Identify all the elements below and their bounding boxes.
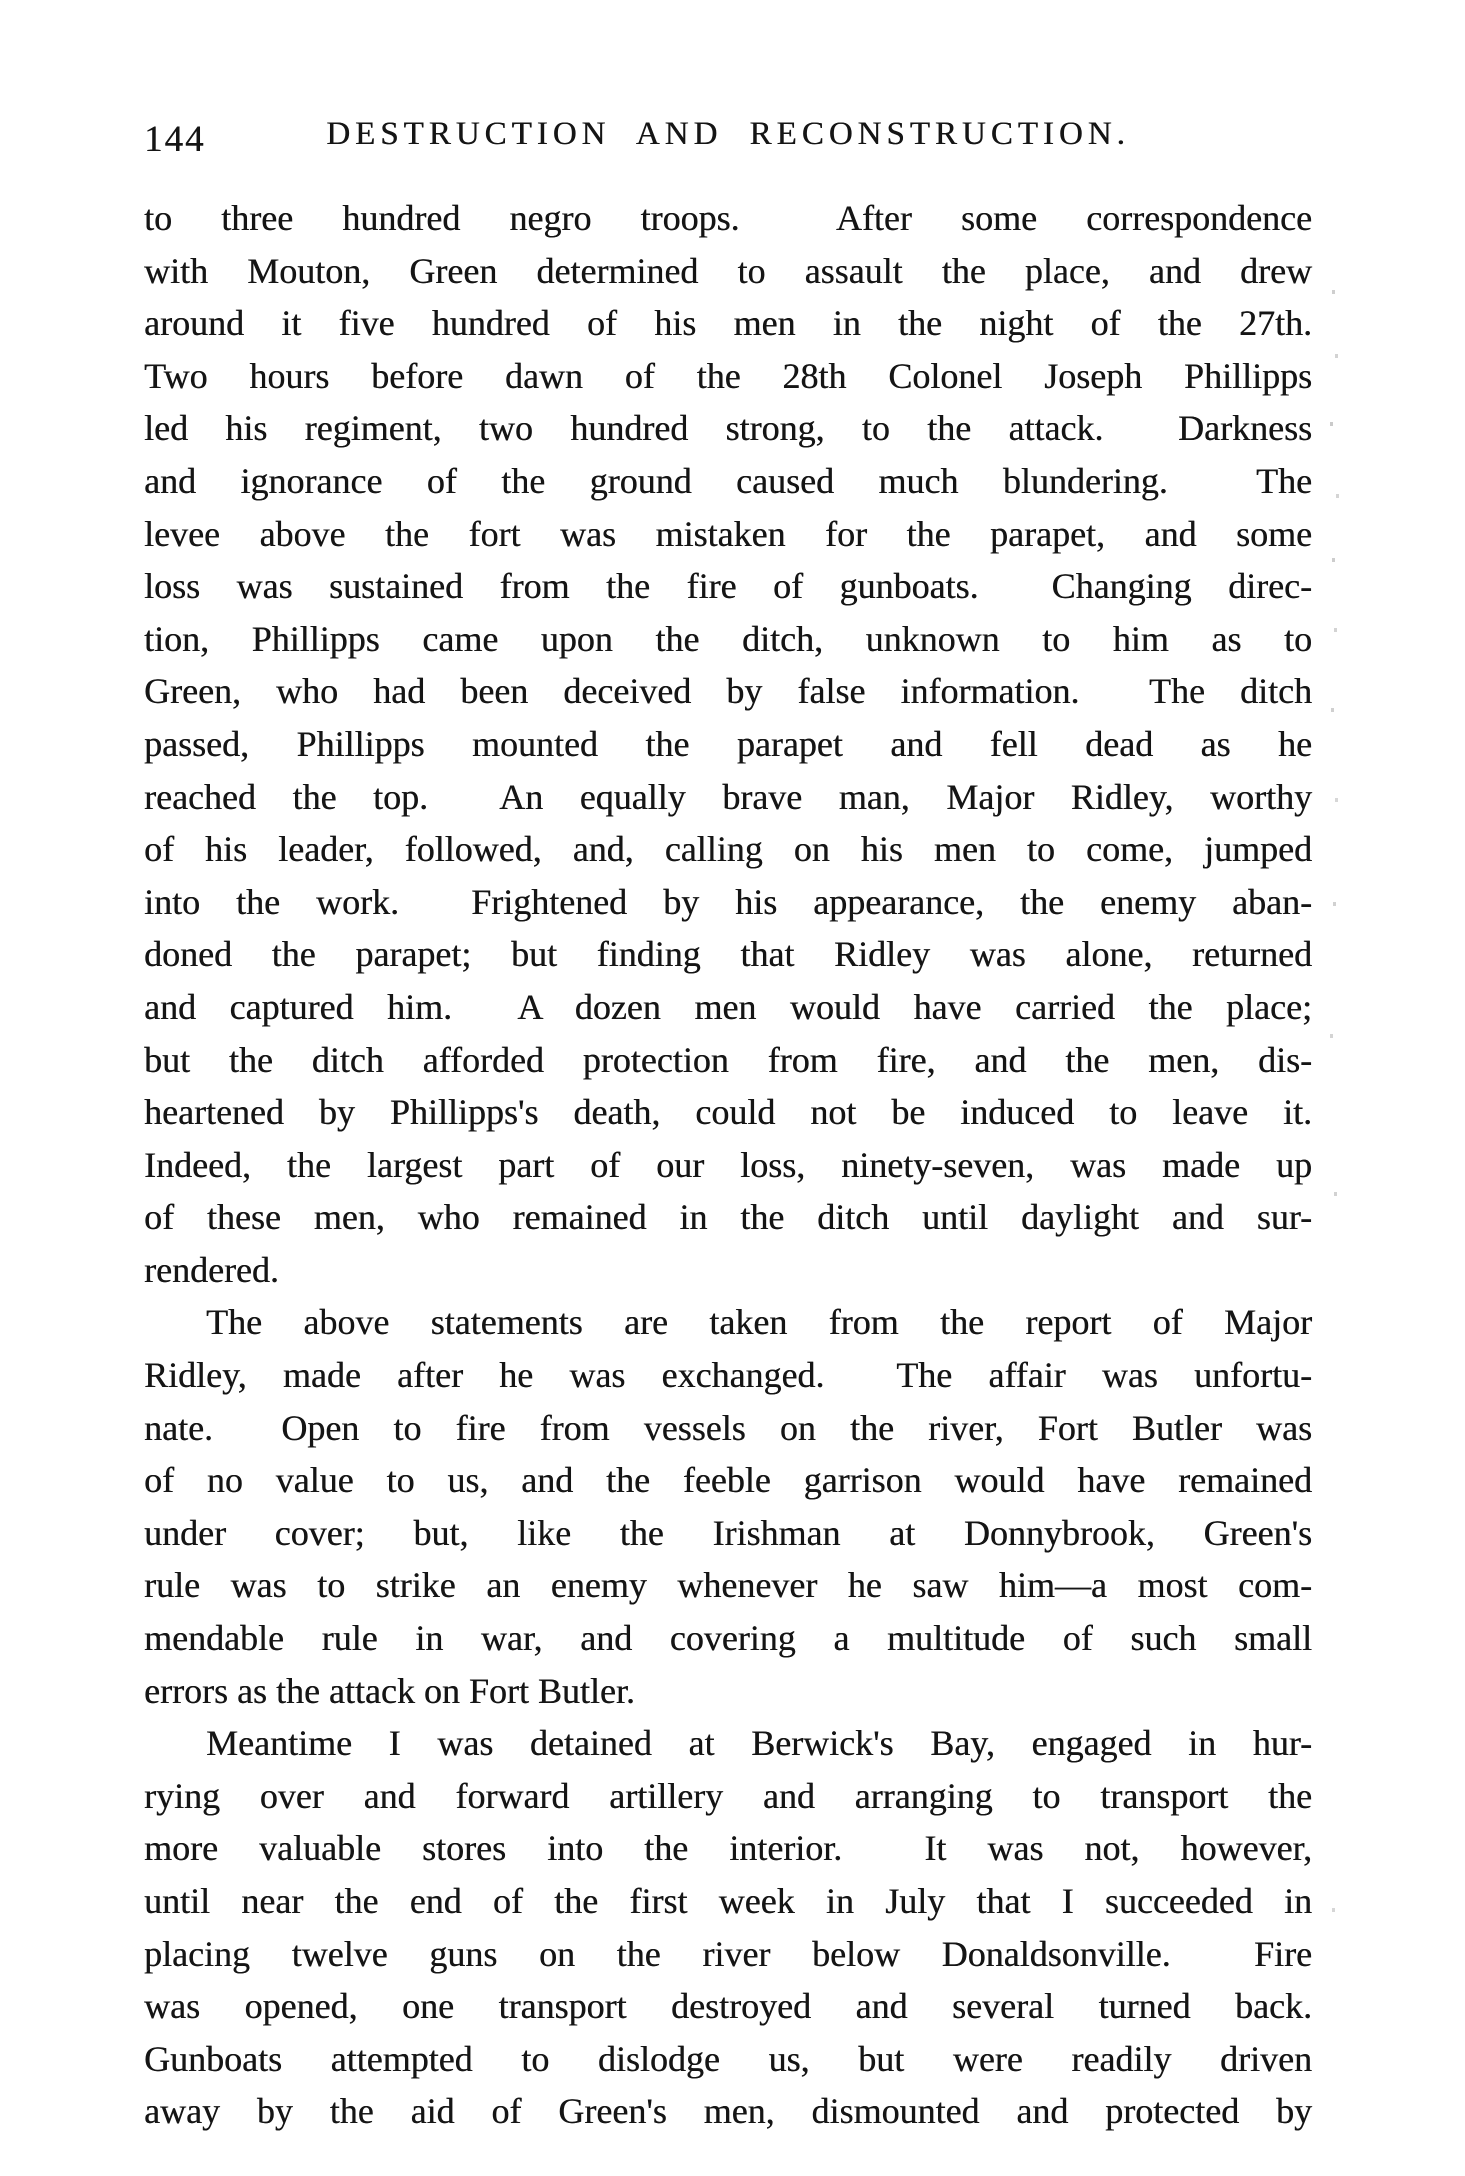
text-line: to three hundred negro troops. After some correspondence bbox=[144, 198, 1312, 238]
text-line: Indeed, the largest part of our loss, ninety-seven, was made up bbox=[144, 1144, 1312, 1185]
text-line: rule was to strike an enemy whenever he saw him—a most com- bbox=[144, 1565, 1312, 1606]
text-line: Gunboats attempted to dislodge us, but were readily driven bbox=[144, 2038, 1312, 2079]
text-line: tion, Phillipps came upon the ditch, unknown to him as to bbox=[144, 618, 1312, 659]
text-line: Meantime I was detained at Berwick's Bay, engaged in hur- bbox=[206, 1723, 1312, 1764]
running-header bbox=[144, 116, 1312, 164]
text-line: loss was sustained from the fire of gunboats. Changing direc- bbox=[144, 566, 1312, 607]
text-line: heartened by Phillipps's death, could not be induced to leave it. bbox=[144, 1092, 1312, 1133]
text-line: and captured him. A dozen men would have carried the place; bbox=[144, 986, 1312, 1027]
text-line: and ignorance of the ground caused much blundering. The bbox=[144, 460, 1312, 501]
text-line: nate. Open to fire from vessels on the river, Fort Butler was bbox=[144, 1407, 1312, 1448]
text-line: of these men, who remained in the ditch until daylight and sur- bbox=[144, 1197, 1312, 1238]
text-line: of no value to us, and the feeble garrison would have remained bbox=[144, 1460, 1312, 1501]
text-line: rying over and forward artillery and arranging to transport the bbox=[144, 1775, 1312, 1816]
text-line: around it five hundred of his men in the night of the 27th. bbox=[144, 303, 1312, 344]
text-line: away by the aid of Green's men, dismounted and protected by bbox=[144, 2091, 1312, 2132]
text-line: The above statements are taken from the report of Major bbox=[206, 1302, 1312, 1343]
text-line: Ridley, made after he was exchanged. The affair was unfortu- bbox=[144, 1355, 1312, 1396]
page-body bbox=[144, 192, 1312, 2138]
text-line: with Mouton, Green determined to assault the place, and drew bbox=[144, 250, 1312, 291]
text-line: doned the parapet; but finding that Ridley was alone, returned bbox=[144, 934, 1312, 975]
text-line: mendable rule in war, and covering a multitude of such small bbox=[144, 1618, 1312, 1659]
text-line: until near the end of the first week in July that I succeeded in bbox=[144, 1881, 1312, 1921]
text-line: Two hours before dawn of the 28th Colonel Joseph Phillipps bbox=[144, 355, 1312, 396]
running-head-title: DESTRUCTION AND RECONSTRUCTION. bbox=[326, 116, 1130, 152]
text-line: Green, who had been deceived by false information. The ditch bbox=[144, 671, 1312, 712]
text-line: led his regiment, two hundred strong, to the attack. Darkness bbox=[144, 408, 1312, 449]
text-line: into the work. Frightened by his appearance, the enemy aban- bbox=[144, 881, 1312, 922]
text-line: was opened, one transport destroyed and several turned back. bbox=[144, 1986, 1312, 2027]
text-line: errors as the attack on Fort Butler. bbox=[144, 1670, 635, 1711]
text-line: more valuable stores into the interior. It was not, however, bbox=[144, 1828, 1312, 1869]
text-line: reached the top. An equally brave man, Major Ridley, worthy bbox=[144, 776, 1312, 817]
text-line: passed, Phillipps mounted the parapet and fell dead as he bbox=[144, 723, 1312, 764]
text-line: but the ditch afforded protection from fire, and the men, dis- bbox=[144, 1039, 1312, 1080]
text-line: levee above the fort was mistaken for the parapet, and some bbox=[144, 513, 1312, 554]
page-number: 144 bbox=[144, 119, 206, 160]
text-line: placing twelve guns on the river below Donaldsonville. Fire bbox=[144, 1933, 1312, 1974]
text-line: rendered. bbox=[144, 1249, 279, 1290]
text-line: under cover; but, like the Irishman at Donnybrook, Green's bbox=[144, 1512, 1312, 1553]
text-line: of his leader, followed, and, calling on his men to come, jumped bbox=[144, 829, 1312, 870]
scan-speckles bbox=[1332, 290, 1335, 294]
